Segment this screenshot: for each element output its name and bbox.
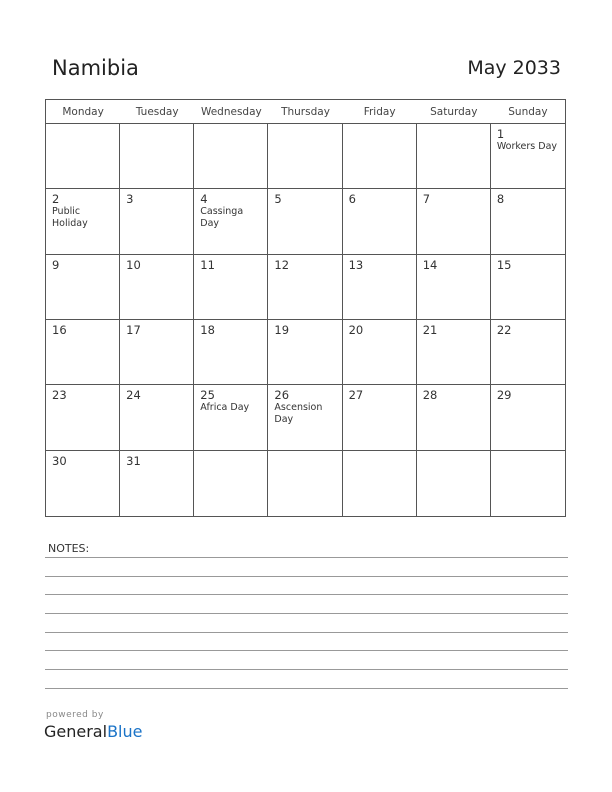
note-line	[45, 594, 568, 595]
weekday-header: Tuesday	[135, 106, 179, 118]
note-line	[45, 613, 568, 614]
day-cell[interactable]	[343, 255, 417, 320]
holiday-label: Africa Day	[200, 402, 250, 414]
holiday-label: Ascension Day	[274, 402, 323, 426]
day-cell[interactable]	[343, 124, 417, 189]
weekday-header: Saturday	[430, 106, 478, 118]
day-number: 8	[496, 192, 505, 207]
day-cell[interactable]	[46, 385, 120, 450]
day-number: 21	[422, 323, 438, 337]
day-number: 31	[126, 453, 141, 468]
day-number: 16	[52, 323, 67, 337]
day-cell[interactable]	[194, 124, 268, 189]
day-cell[interactable]	[268, 255, 342, 320]
day-cell[interactable]	[120, 255, 194, 320]
day-number: 22	[496, 323, 512, 337]
day-cell[interactable]	[491, 189, 565, 254]
day-number: 1	[496, 127, 505, 141]
day-cell[interactable]	[343, 451, 417, 516]
day-cell[interactable]	[120, 189, 194, 254]
day-number: 17	[126, 323, 141, 337]
day-cell[interactable]	[46, 451, 120, 516]
calendar-grid	[45, 99, 566, 517]
day-cell[interactable]	[120, 320, 194, 385]
weekday-header-row	[46, 100, 565, 124]
day-number: 28	[422, 388, 438, 403]
day-cell[interactable]	[120, 451, 194, 516]
day-cell[interactable]	[491, 124, 565, 189]
brand-blue: Blue	[107, 722, 143, 741]
day-cell[interactable]	[46, 189, 120, 254]
weekday-header: Friday	[363, 106, 396, 118]
day-cell[interactable]	[268, 451, 342, 516]
day-cell[interactable]	[491, 385, 565, 450]
day-number: 9	[52, 257, 60, 272]
day-cell[interactable]	[417, 385, 491, 450]
day-cell[interactable]	[417, 189, 491, 254]
notes-label: NOTES:	[48, 542, 90, 555]
day-number: 15	[496, 257, 512, 272]
day-cell[interactable]	[268, 320, 342, 385]
weekday-header: Sunday	[508, 106, 548, 118]
day-number: 10	[126, 257, 141, 272]
day-number: 5	[274, 192, 282, 207]
day-number: 18	[200, 323, 215, 337]
day-cell[interactable]	[343, 320, 417, 385]
day-cell[interactable]	[491, 255, 565, 320]
day-number: 24	[126, 388, 141, 403]
powered-by-text: powered by	[46, 710, 104, 720]
day-cell[interactable]	[417, 255, 491, 320]
holiday-label: Cassinga Day	[200, 206, 244, 230]
day-number: 30	[52, 453, 67, 468]
day-number: 11	[200, 257, 215, 272]
weekday-header: Thursday	[281, 106, 330, 118]
day-cell[interactable]	[194, 451, 268, 516]
day-cell[interactable]	[120, 385, 194, 450]
day-cell[interactable]	[268, 189, 342, 254]
day-number: 13	[348, 257, 364, 272]
day-number: 7	[422, 192, 431, 207]
month-year-title: May 2033	[467, 57, 561, 79]
note-line	[45, 669, 568, 670]
brand-general: General	[44, 722, 108, 741]
holiday-label: Public Holiday	[52, 206, 88, 230]
day-cell[interactable]	[343, 189, 417, 254]
day-cell[interactable]	[417, 124, 491, 189]
day-number: 20	[348, 323, 364, 337]
day-number: 14	[422, 257, 438, 272]
day-number: 26	[274, 388, 290, 403]
day-cell[interactable]	[417, 320, 491, 385]
day-number: 25	[200, 388, 215, 403]
day-cell[interactable]	[268, 385, 342, 450]
holiday-label: Workers Day	[496, 141, 558, 152]
day-number: 3	[126, 192, 134, 207]
day-cell[interactable]	[194, 320, 268, 385]
day-cell[interactable]	[194, 385, 268, 450]
day-number: 23	[52, 388, 67, 403]
day-cell[interactable]	[491, 451, 565, 516]
country-title: Namibia	[52, 56, 139, 80]
day-number: 27	[348, 388, 364, 403]
calendar-days	[46, 124, 565, 516]
weekday-header: Wednesday	[200, 106, 262, 118]
weekday-header: Monday	[62, 106, 104, 118]
day-cell[interactable]	[46, 320, 120, 385]
note-line	[45, 576, 568, 577]
day-number: 6	[348, 192, 356, 207]
day-cell[interactable]	[194, 255, 268, 320]
day-cell[interactable]	[491, 320, 565, 385]
day-cell[interactable]	[417, 451, 491, 516]
day-cell[interactable]	[46, 124, 120, 189]
brand-logo[interactable]	[44, 722, 142, 741]
day-number: 12	[274, 257, 290, 272]
note-line	[45, 650, 568, 651]
day-cell[interactable]	[120, 124, 194, 189]
day-cell[interactable]	[268, 124, 342, 189]
day-number: 29	[496, 388, 512, 403]
day-number: 4	[200, 192, 208, 207]
day-cell[interactable]	[343, 385, 417, 450]
day-number: 19	[274, 323, 290, 337]
day-cell[interactable]	[46, 255, 120, 320]
note-line	[45, 632, 568, 633]
day-number: 2	[52, 192, 60, 207]
day-cell[interactable]	[194, 189, 268, 254]
note-line	[45, 557, 568, 558]
note-line	[45, 688, 568, 689]
